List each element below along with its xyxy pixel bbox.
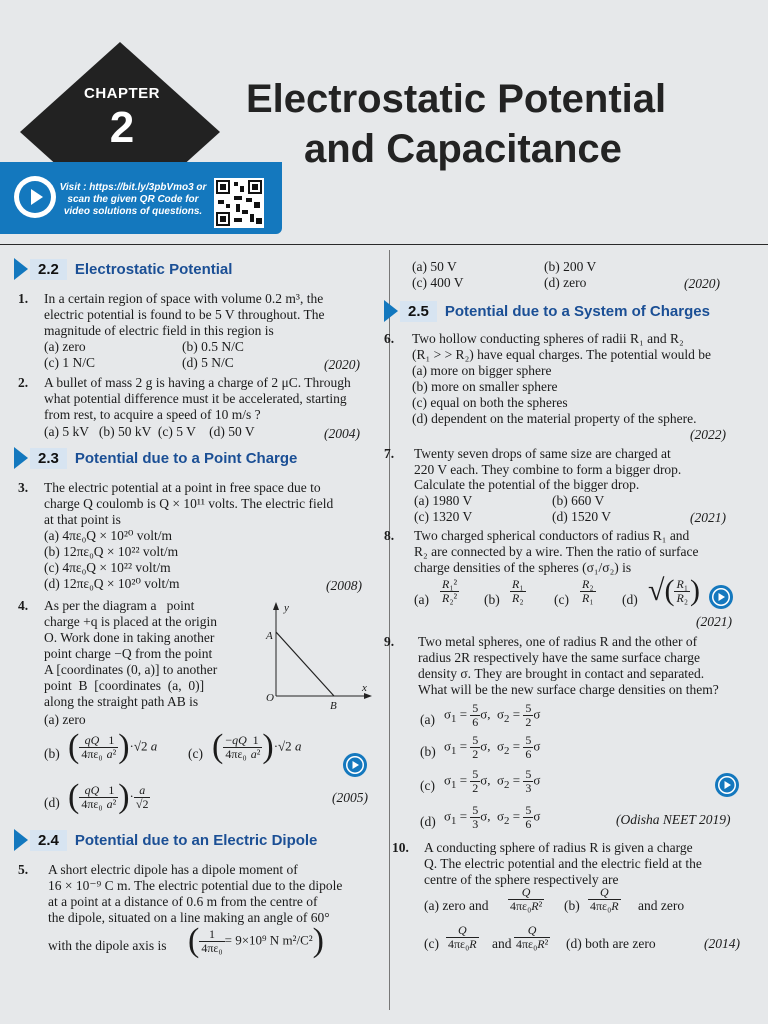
constant-value: = 9×10⁹ N m²/C² <box>224 932 313 948</box>
option-d: (d) 12πε₀Q × 10²⁰ volt/m <box>44 576 180 591</box>
section-2-5 <box>384 300 710 322</box>
year-tag: (2008) <box>326 578 362 593</box>
option-d: (d) both are zero <box>566 936 656 951</box>
option-c-label: (c) <box>554 592 569 607</box>
options: (a) 5 kV (b) 50 kV (c) 5 V (d) 50 V <box>44 424 255 439</box>
option-c: (c) equal on both the spheres <box>412 395 568 410</box>
option-b: (b) more on smaller sphere <box>412 379 558 394</box>
option-b-label: (b) <box>484 592 500 607</box>
question-number: 4. <box>18 598 29 613</box>
year-tag: (2022) <box>690 427 726 442</box>
question-number: 9. <box>384 634 395 649</box>
title-line-1: Electrostatic Potential <box>246 77 667 121</box>
section-number: 2.5 <box>400 301 437 322</box>
question-text: with the dipole axis is <box>48 938 167 953</box>
section-arrow-icon <box>14 258 28 280</box>
section-arrow-icon <box>14 829 28 851</box>
option-b-tail: and zero <box>638 898 685 913</box>
year-tag: (Odisha NEET 2019) <box>616 812 731 827</box>
question-text: Two metal spheres, one of radius R and the other of <box>418 634 698 649</box>
coordinate-diagram <box>262 600 374 710</box>
year-tag: (2020) <box>684 276 720 291</box>
option-b: (b) 200 V <box>544 259 597 274</box>
section-arrow-icon <box>14 447 28 469</box>
option-a: (a) zero <box>44 712 86 727</box>
question-text: As per the diagram a point <box>44 598 195 613</box>
point-o-label: O <box>266 692 274 704</box>
section-title: Electrostatic Potential <box>74 260 233 278</box>
option-c-formula-2: $\frac{Q}{\text{4πε₀R²}}$ <box>516 923 549 951</box>
question-text: the dipole, situated on a line making an angle of 60° <box>48 910 330 925</box>
question-number: 6. <box>384 331 395 346</box>
question-text: Two hollow conducting spheres of radii R₁ and R₂ <box>412 331 684 346</box>
axis-x-label: x <box>362 682 367 694</box>
option-c: (c) 400 V <box>412 275 464 290</box>
option-d: (d) zero <box>544 275 587 290</box>
question-text: charge +q is placed at the origin <box>44 614 218 629</box>
title-line-2: and Capacitance <box>304 127 622 171</box>
point-b-label: B <box>330 700 337 712</box>
option-c-formula: $\sigma_1$ = $\frac{5}{2}$ σ, $\sigma_2$ = $\frac{5}{3}$ σ <box>444 767 541 795</box>
year-tag: (2005) <box>332 790 368 805</box>
question-number: 2. <box>18 375 29 390</box>
option-a: (a) 1980 V <box>414 493 473 508</box>
question-text: from rest, to acquire a speed of 10 m/s ? <box>44 407 261 422</box>
play-video-icon[interactable] <box>708 584 734 610</box>
question-number: 5. <box>18 862 29 877</box>
option-d: (d) 1520 V <box>552 509 611 524</box>
option-c-formula-1: $\frac{Q}{\text{4πε₀R}}$ <box>448 923 477 951</box>
question-number: 8. <box>384 528 395 543</box>
option-b: (b) 0.5 N/C <box>182 339 244 354</box>
year-tag: (2014) <box>704 936 740 951</box>
option-c: (c) 4πε₀Q × 10²² volt/m <box>44 560 171 575</box>
section-number: 2.2 <box>30 259 67 280</box>
chapter-number: 2 <box>109 103 135 152</box>
option-d-label: (d) <box>622 592 638 607</box>
option-c: (c) 1 N/C <box>44 355 95 370</box>
question-text: A [coordinates (0, a)] to another <box>44 662 218 677</box>
question-text: A short electric dipole has a dipole moment of <box>48 862 298 877</box>
question-text: centre of the sphere respectively are <box>424 872 619 887</box>
option-c: (c) 1320 V <box>414 509 473 524</box>
option-d-formula: √( $\frac{\text{R₁}}{\text{R₂}}$ ) <box>648 574 700 607</box>
constant-formula: ( $\frac{1}{\text{4πε₀}}$ = 9×10⁹ N m²/C²) <box>188 922 324 959</box>
question-text: magnitude of electric field in this region is <box>44 323 274 338</box>
year-tag: (2021) <box>696 614 732 629</box>
question-text: point charge −Q from the point <box>44 646 213 661</box>
option-b-formula: $\sigma_1$ = $\frac{5}{2}$ σ, $\sigma_2$ = $\frac{5}{6}$ σ <box>444 733 541 761</box>
question-number: 1. <box>18 291 29 306</box>
option-d-formula: ( $\frac{qQ}{\text{4πε₀}}$ $\frac{1}{\text{a²}}$ )· $\frac{a}{√2}$ <box>68 778 149 815</box>
option-d: (d) 5 N/C <box>182 355 234 370</box>
question-text: The electric potential at a point in free space due to <box>44 480 321 495</box>
question-number: 7. <box>384 446 395 461</box>
question-text: what potential difference must it be accelerated, starting <box>44 391 347 406</box>
question-text: O. Work done in taking another <box>44 630 215 645</box>
option-c-and: and <box>492 936 512 951</box>
section-title: Potential due to an Electric Dipole <box>74 831 318 849</box>
section-2-4 <box>14 829 317 851</box>
option-b-label: (b) <box>44 746 60 761</box>
option-a: (a) 4πε₀Q × 10²⁰ volt/m <box>44 528 172 543</box>
option-a-formula: $\sigma_1$ = $\frac{5}{6}$ σ, $\sigma_2$ = $\frac{5}{2}$ σ <box>444 701 541 729</box>
question-text: In a certain region of space with volume 0.2 m³, the <box>44 291 324 306</box>
option-a-label: (a) <box>414 592 429 607</box>
section-arrow-icon <box>384 300 398 322</box>
question-text: 220 V each. They combine to form a bigger drop. <box>414 462 682 477</box>
section-2-3 <box>14 447 297 469</box>
question-text: Two charged spherical conductors of radius R₁ and <box>414 528 690 543</box>
play-video-icon[interactable] <box>12 174 58 220</box>
question-text: What will be the new surface charge densities on them? <box>418 682 719 697</box>
option-b-label: (b) <box>564 898 580 913</box>
option-d-formula: $\sigma_1$ = $\frac{5}{3}$ σ, $\sigma_2$ = $\frac{5}{6}$ σ <box>444 803 541 831</box>
qr-code-icon[interactable] <box>214 178 264 228</box>
question-number: 10. <box>392 840 409 855</box>
option-d-label: (d) <box>44 795 60 810</box>
question-text: A conducting sphere of radius R is given a charge <box>424 840 693 855</box>
option-a-formula: $\frac{\text{R₁²}}{\text{R₂²}}$ <box>442 577 458 605</box>
option-b-formula: ( $\frac{qQ}{\text{4πε₀}}$ $\frac{1}{\text{a²}}$ )·√2 a <box>68 728 158 765</box>
question-text: radius 2R respectively have the same surface charge <box>418 650 701 665</box>
option-c-label: (c) <box>188 746 203 761</box>
year-tag: (2020) <box>324 357 360 372</box>
chapter-label: CHAPTER <box>83 85 160 102</box>
play-video-icon[interactable] <box>342 752 368 778</box>
question-text: (R₁ > > R₂) have equal charges. The potential would be <box>412 347 711 362</box>
play-video-icon[interactable] <box>714 772 740 798</box>
section-title: Potential due to a Point Charge <box>74 449 298 467</box>
question-text: Q. The electric potential and the electric field at the <box>424 856 702 871</box>
year-tag: (2004) <box>324 426 360 441</box>
question-text: at a point at a distance of 0.6 m from the centre of <box>48 894 318 909</box>
section-2-2 <box>14 258 232 280</box>
header-rule <box>0 244 768 245</box>
option-c-label: (c) <box>424 936 439 951</box>
question-text: A bullet of mass 2 g is having a charge of 2 μC. Through <box>44 375 351 390</box>
option-d: (d) dependent on the material property of the sphere. <box>412 411 697 426</box>
option-a: (a) 50 V <box>412 259 457 274</box>
option-b: (b) 660 V <box>552 493 605 508</box>
year-tag: (2021) <box>690 510 726 525</box>
option-b: (b) 12πε₀Q × 10²² volt/m <box>44 544 179 559</box>
option-b-formula: $\frac{Q}{\text{4πε₀R}}$ <box>590 885 619 913</box>
question-text: R₂ are connected by a wire. Then the ratio of surface <box>414 544 699 559</box>
question-text: point B [coordinates (a, 0)] <box>44 678 205 693</box>
question-text: along the straight path AB is <box>44 694 199 709</box>
option-b-formula: $\frac{\text{R₁}}{\text{R₂}}$ <box>512 577 524 605</box>
section-number: 2.3 <box>30 448 67 469</box>
question-text: charge densities of the spheres (σ₁/σ₂) is <box>414 560 632 575</box>
question-text: 16 × 10⁻⁹ C m. The electric potential due to the dipole <box>48 878 343 893</box>
axis-y-label: y <box>284 602 289 614</box>
section-number: 2.4 <box>30 830 67 851</box>
question-text: density σ. They are brought in contact and separated. <box>418 666 705 681</box>
option-a: (a) more on bigger sphere <box>412 363 552 378</box>
question-text: Calculate the potential of the bigger drop. <box>414 477 640 492</box>
section-title: Potential due to a System of Charges <box>444 302 710 320</box>
option-a-formula: $\frac{Q}{\text{4πε₀R²}}$ <box>510 885 543 913</box>
question-text: charge Q coulomb is Q × 10¹¹ volts. The electric field <box>44 496 334 511</box>
chapter-title <box>246 74 746 174</box>
option-a-label: (a) <box>420 712 435 727</box>
option-c-formula: ( $\frac{-qQ}{\text{4πε₀}}$ $\frac{1}{\text{a²}}$ )·√2 a <box>212 728 302 765</box>
option-a: (a) zero <box>44 339 86 354</box>
option-c-formula: $\frac{\text{R₂}}{\text{R₁}}$ <box>582 577 594 605</box>
option-a: (a) zero and <box>424 898 489 913</box>
option-d-label: (d) <box>420 814 436 829</box>
question-text: Twenty seven drops of same size are charged at <box>414 446 671 461</box>
option-c-label: (c) <box>420 778 435 793</box>
option-b-label: (b) <box>420 744 436 759</box>
point-a-label: A <box>266 630 273 642</box>
question-text: at that point is <box>44 512 121 527</box>
qr-instruction-text: Visit : https://bit.ly/3pbVmo3 or scan the given QR Code for video solutions of questions. <box>59 182 207 217</box>
question-text: electric potential is found to be 5 V throughout. The <box>44 307 325 322</box>
question-number: 3. <box>18 480 29 495</box>
column-divider <box>389 250 390 1010</box>
